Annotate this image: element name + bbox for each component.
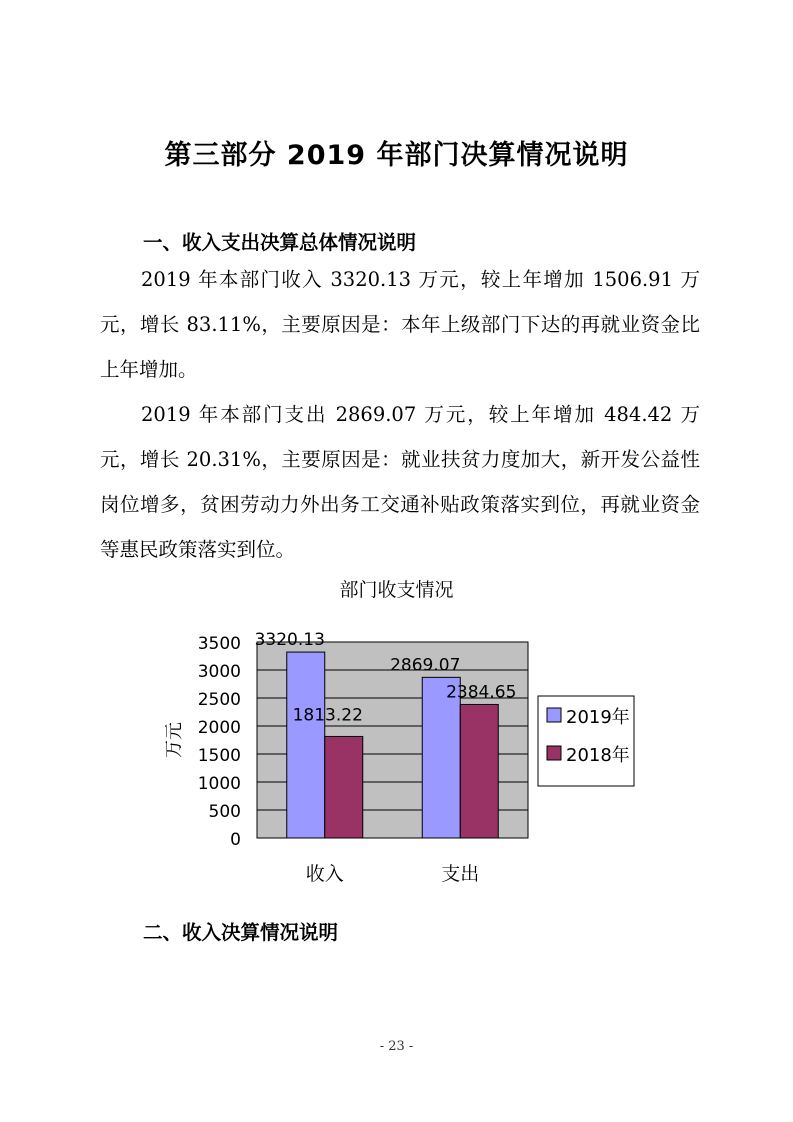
bar-y2018-1 — [460, 704, 498, 838]
y-tick-label: 0 — [230, 830, 241, 850]
section-heading-2: 二、收入决算情况说明 — [143, 921, 339, 944]
data-label: 2869.07 — [390, 655, 461, 676]
chart-title: 部门收支情况 — [339, 579, 454, 601]
legend-label: 2019年 — [566, 707, 630, 728]
legend-swatch — [547, 708, 561, 722]
y-tick-label: 3000 — [197, 662, 241, 682]
y-tick-label: 1500 — [197, 746, 241, 766]
x-tick-label: 收入 — [305, 863, 344, 885]
legend-label: 2018年 — [566, 745, 630, 766]
section-heading-1: 一、收入支出决算总体情况说明 — [143, 231, 417, 254]
y-tick-label: 500 — [208, 802, 241, 822]
y-tick-label: 1000 — [197, 774, 241, 794]
y-tick-label: 2500 — [197, 690, 241, 710]
y-tick-label: 2000 — [197, 718, 241, 738]
y-axis-label: 万元 — [164, 722, 185, 758]
x-tick-label: 支出 — [441, 863, 480, 885]
page-number: - 23 - — [379, 1039, 414, 1054]
page-title: 第三部分 2019 年部门决算情况说明 — [164, 140, 629, 171]
paragraph-income: 2019 年本部门收入 3320.13 万元，较上年增加 1506.91 万元，增长 83.11%，主要原因是：本年上级部门下达的再就业资金比上年增加。 — [100, 268, 700, 381]
y-tick-label: 3500 — [197, 634, 241, 654]
legend — [538, 696, 634, 786]
data-label: 1813.22 — [292, 705, 363, 726]
bar-y2019-0 — [287, 652, 325, 838]
bar-y2018-0 — [325, 736, 363, 838]
data-label: 3320.13 — [254, 630, 325, 651]
legend-swatch — [547, 746, 561, 760]
paragraph-expense: 2019 年本部门支出 2869.07 万元，较上年增加 484.42 万元，增长 20.31%，主要原因是：就业扶贫力度加大，新开发公益性岗位增多，贫困劳动力外出务工交通补贴政策落实到位，再就业资金等惠民政策落实到位。 — [100, 403, 700, 561]
income-expense-chart — [0, 600, 793, 900]
data-label: 2384.65 — [446, 682, 517, 703]
